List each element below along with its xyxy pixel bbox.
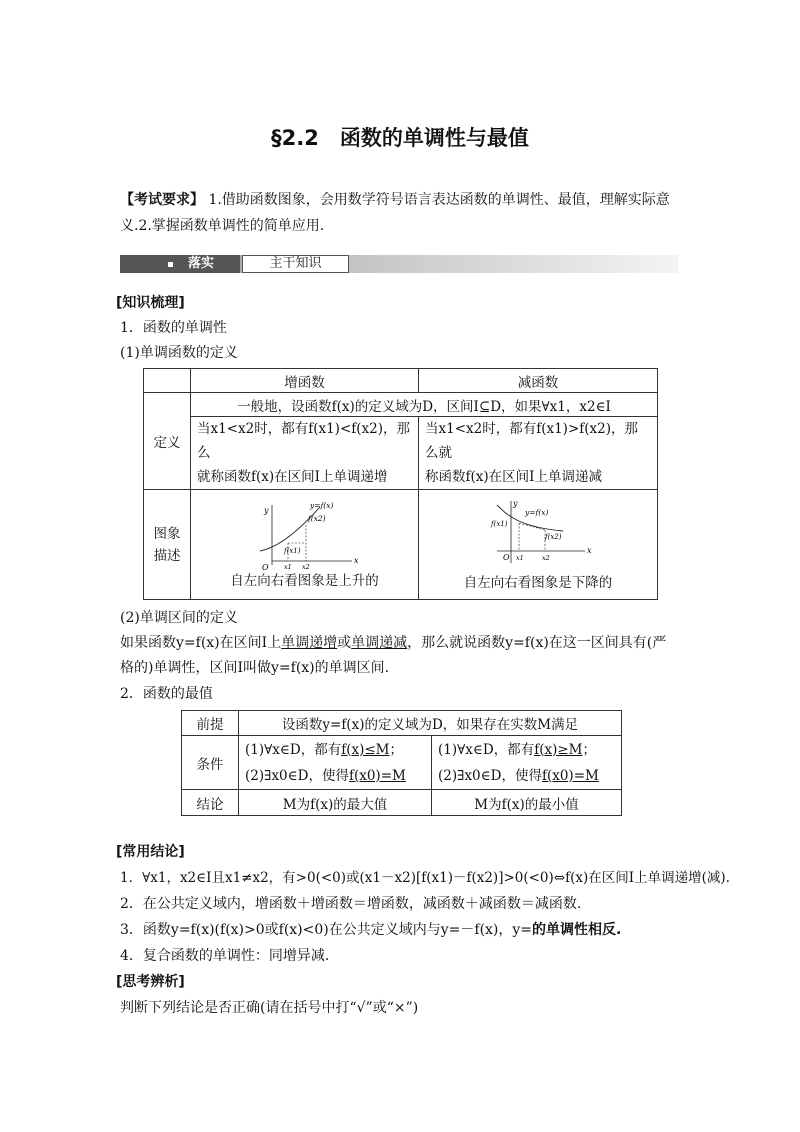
square-bullet-icon	[168, 262, 173, 267]
section-2-heading: 2．函数的最值	[120, 686, 213, 702]
conclusion-2: 2．在公共定义域内，增函数＋增函数＝增函数，减函数＋减函数＝减函数.	[120, 896, 582, 912]
table1-header-increasing: 增函数	[191, 369, 419, 393]
monotonic-definition-table	[143, 368, 658, 600]
table1-decreasing-definition	[419, 417, 658, 490]
thinking-heading: [思考辨析]	[116, 974, 185, 990]
s1b-underline-decreasing: 单调递减	[351, 635, 408, 651]
exam-requirement-line-1	[120, 188, 670, 213]
section-1b-heading: (2)单调区间的定义	[120, 610, 238, 626]
max-c1-text: (1)∀x∈D，都有	[245, 741, 342, 758]
table2-premise-text: 设函数y=f(x)的定义域为D，如果存在实数M满足	[239, 711, 622, 736]
min-c1-end: ；	[582, 741, 596, 758]
table1-row-definition-label: 定义	[144, 393, 191, 490]
table2-premise-label: 前提	[182, 711, 239, 736]
s1b-text-a: 如果函数y=f(x)在区间I上	[120, 635, 282, 651]
min-c1-underline: f(x)≥M	[534, 741, 583, 758]
knowledge-heading: [知识梳理]	[116, 295, 185, 311]
inc-def-line-2: 就称函数f(x)在区间I上单调递增	[197, 469, 388, 485]
curve-label: y=f(x)	[525, 507, 549, 517]
section-1-heading: 1．函数的单调性	[120, 320, 227, 336]
thinking-text: 判断下列结论是否正确(请在括号中打“√”或“×”)	[120, 1000, 419, 1016]
exam-requirement-label: 【考试要求】	[120, 192, 204, 208]
min-condition-2	[438, 763, 615, 789]
section-1b-line-2: 格的)单调性，区间I叫做y=f(x)的单调区间.	[120, 660, 390, 676]
decreasing-function-graph	[483, 497, 593, 569]
x1-label: x1	[516, 553, 524, 562]
conclusion-1: 1．∀x1，x2∈I且x1≠x2，有>0(<0)或(x1－x2)[f(x1)－f(x2)]>0(<0)⇔f(x)在区间I上单调递增(减).	[120, 870, 730, 886]
max-c2-text: (2)∃x0∈D，使得	[245, 767, 349, 784]
fx1-label: f(x1)	[283, 546, 300, 555]
function-extremum-table	[181, 710, 622, 816]
inc-def-line-1: 当x1<x2时，都有f(x1)<f(x2)，那么	[197, 421, 410, 461]
max-condition-2	[245, 763, 425, 789]
conclusion-3-text: 3．函数y=f(x)(f(x)>0或f(x)<0)在公共定义域内与y=－f(x)，y=	[120, 922, 533, 938]
fx1-label: f(x1)	[491, 519, 508, 528]
min-condition-1	[438, 737, 615, 763]
min-c1-text: (1)∀x∈D，都有	[438, 741, 535, 758]
section-1a-heading: (1)单调函数的定义	[120, 345, 238, 361]
s1b-or: 或	[337, 635, 352, 651]
table1-increasing-definition	[191, 417, 419, 490]
section-1b-line-1	[120, 631, 666, 656]
y-label: y	[263, 505, 269, 515]
conclusion-3-bold: 的单调性相反.	[532, 922, 622, 938]
increasing-caption: 自左向右看图象是上升的	[230, 572, 379, 589]
graph-label-line-1: 图象	[153, 525, 181, 542]
x-label: x	[353, 555, 359, 565]
min-c2-text: (2)∃x0∈D，使得	[438, 767, 542, 784]
table2-min-condition	[432, 736, 622, 790]
graph-label-line-2: 描述	[153, 547, 181, 564]
fx2-label: f(x2)	[545, 532, 562, 541]
s1b-text-b: ，那么就说函数y=f(x)在这一区间具有(严	[407, 635, 667, 651]
table2-conclusion-label: 结论	[182, 790, 239, 816]
max-c1-end: ；	[389, 741, 403, 758]
section-banner	[120, 255, 678, 273]
table2-min-conclusion: M为f(x)的最小值	[432, 790, 622, 816]
table1-increasing-graph-cell	[191, 490, 419, 600]
increasing-function-graph	[250, 499, 360, 571]
dec-def-line-2: 称函数f(x)在区间I上单调递减	[425, 469, 602, 485]
table2-max-condition	[239, 736, 432, 790]
curve-label: y=f(x)	[309, 500, 333, 510]
x2-label: x2	[301, 562, 310, 571]
conclusion-3	[120, 918, 621, 943]
dec-def-line-1: 当x1<x2时，都有f(x1)>f(x2)，那么就	[425, 421, 638, 461]
conclusion-4: 4．复合函数的单调性：同增异减.	[120, 948, 330, 964]
fx2-label: f(x2)	[307, 513, 326, 523]
origin-label: O	[261, 562, 269, 571]
decreasing-caption: 自左向右看图象是下降的	[463, 574, 613, 591]
diagonal-dash	[519, 523, 545, 530]
x-label: x	[587, 545, 592, 555]
banner-dark-block	[120, 255, 240, 273]
table2-max-conclusion: M为f(x)的最大值	[239, 790, 432, 816]
exam-requirement-text-1: 1.借助函数图象，会用数学符号语言表达函数的单调性、最值，理解实际意	[208, 192, 670, 208]
banner-light-label: 主干知识	[242, 255, 349, 273]
banner-dark-label: 落实	[188, 256, 215, 271]
x2-label: x2	[542, 553, 550, 562]
s1b-underline-increasing: 单调递增	[281, 635, 338, 651]
y-label: y	[513, 498, 518, 508]
max-c1-underline: f(x)≤M	[341, 741, 390, 758]
conclusions-heading: [常用结论]	[116, 844, 185, 860]
origin-label: O	[503, 552, 510, 562]
table1-corner-cell	[144, 369, 191, 393]
x1-label: x1	[283, 562, 292, 571]
exam-requirement-text-2: 义.2.掌握函数单调性的简单应用.	[120, 218, 325, 234]
table1-header-decreasing: 减函数	[419, 369, 658, 393]
page-title: §2.2 函数的单调性与最值	[271, 126, 529, 150]
table1-decreasing-graph-cell	[419, 490, 658, 600]
max-c2-underline: f(x0)=M	[348, 767, 406, 784]
max-condition-1	[245, 737, 425, 763]
table1-common-definition: 一般地，设函数f(x)的定义域为D，区间I⊆D，如果∀x1，x2∈I	[191, 393, 658, 417]
table2-condition-label: 条件	[182, 736, 239, 790]
table1-row-graph-label	[144, 490, 191, 600]
min-c2-underline: f(x0)=M	[541, 767, 599, 784]
